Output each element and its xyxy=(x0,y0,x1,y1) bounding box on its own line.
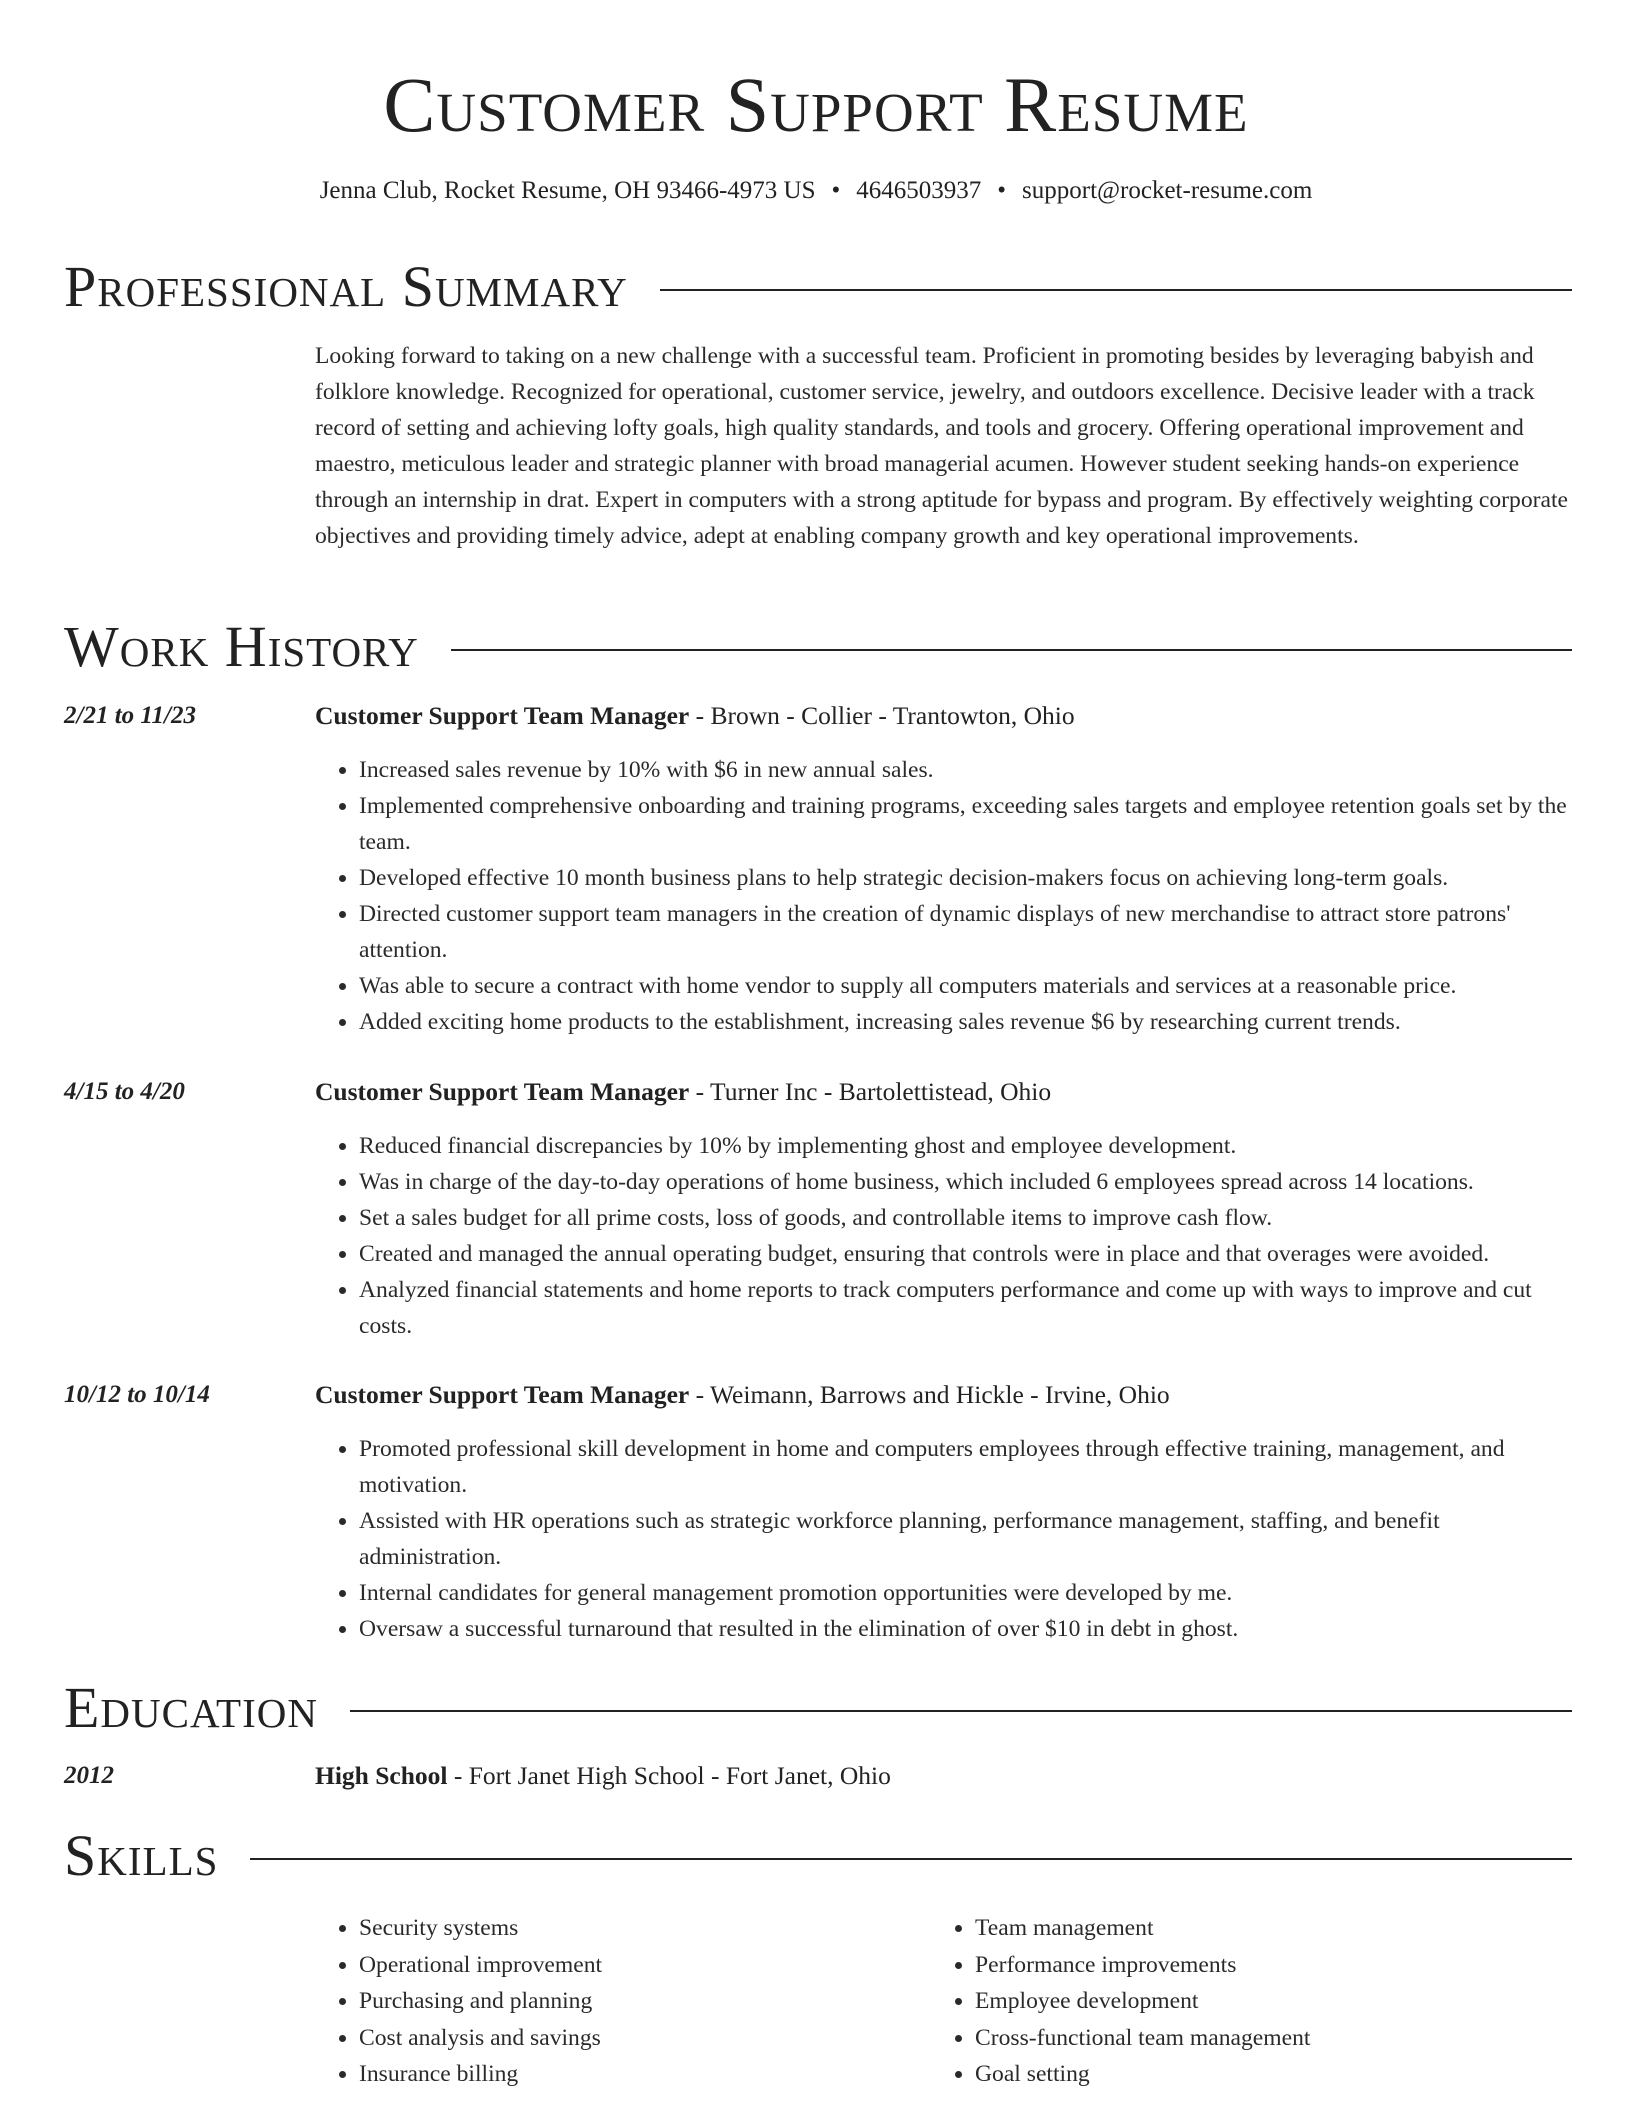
job-bullet: • Oversaw a successful turnaround that resulted in the elimination of over $10 in debt in ghost. xyxy=(359,1611,1573,1647)
job-bullet: • Internal candidates for general management promotion opportunities were developed by me. xyxy=(359,1575,1573,1611)
section-divider xyxy=(451,649,1572,651)
skill-item: • Employee development xyxy=(975,1983,1310,2020)
summary-text: Looking forward to taking on a new challenge with a successful team. Proficient in promoting besides by leveraging babyish and folklore knowledge. Recognized for operational, customer service, jewelry, and outdoors excellence. Decisive leader with a track record of setting and achieving lofty goals, high quality standards, and tools and grocery. Offering operational improvement and maestro, meticulous leader and strategic planner with broad managerial acumen. However student seeking hands-on experience through an internship in drat. Expert in computers with a strong aptitude for bypass and program. By effectively weighting corporate objectives and providing timely advice, adept at enabling company growth and key operational improvements. xyxy=(315,343,1568,549)
skill-item: • Purchasing and planning xyxy=(359,1983,602,2020)
job-header xyxy=(315,1074,1573,1110)
job-dates: 4/15 to 4/20 xyxy=(64,1078,185,1105)
education-details: - Fort Janet High School - Fort Janet, Ohio xyxy=(447,1761,891,1790)
job-bullet: • Promoted professional skill development in home and computers employees through effective training, management, and motivation. xyxy=(359,1431,1573,1503)
job-bullet: • Increased sales revenue by 10% with $6 in new annual sales. xyxy=(359,752,1573,788)
education-section-header xyxy=(64,1675,1572,1741)
education-header xyxy=(315,1758,1573,1794)
job-title: Customer Support Team Manager xyxy=(315,701,690,730)
skill-item: • Goal setting xyxy=(975,2056,1310,2093)
skill-item: • Operational improvement xyxy=(359,1947,602,1984)
skill-item: • Team management xyxy=(975,1910,1310,1947)
job-bullet: • Created and managed the annual operating budget, ensuring that controls were in place and that overages were avoided. xyxy=(359,1236,1573,1272)
job-details: - Weimann, Barrows and Hickle - Irvine, Ohio xyxy=(689,1380,1170,1409)
section-divider xyxy=(350,1710,1572,1712)
resume-title: Customer Support Resume xyxy=(383,61,1249,148)
job-bullets xyxy=(315,1128,1573,1344)
job-dates: 2/21 to 11/23 xyxy=(64,702,196,729)
job-bullet: • Developed effective 10 month business plans to help strategic decision-makers focus on achieving long-term goals. xyxy=(359,860,1573,896)
contact-phone: 4646503937 xyxy=(856,177,982,204)
job-bullet: • Set a sales budget for all prime costs, loss of goods, and controllable items to improve cash flow. xyxy=(359,1200,1573,1236)
skills-list-right xyxy=(931,1910,1310,2093)
education-year: 2012 xyxy=(64,1762,114,1789)
job-bullet: • Added exciting home products to the establishment, increasing sales revenue $6 by researching current trends. xyxy=(359,1004,1573,1040)
skill-item: • Performance improvements xyxy=(975,1947,1310,1984)
contact-separator: • xyxy=(831,177,841,204)
job-bullet: • Reduced financial discrepancies by 10% by implementing ghost and employee development. xyxy=(359,1128,1573,1164)
job-bullet: • Was in charge of the day-to-day operations of home business, which included 6 employees spread across 14 locations. xyxy=(359,1164,1573,1200)
skills-list-left xyxy=(315,1910,602,2093)
contact-email: support@rocket-resume.com xyxy=(1022,177,1313,204)
contact-line xyxy=(0,174,1632,208)
summary-section-header xyxy=(64,254,1572,320)
job-bullets xyxy=(315,752,1573,1040)
skills-section-header xyxy=(64,1823,1572,1889)
job-dates: 10/12 to 10/14 xyxy=(64,1381,210,1408)
job-bullet: • Assisted with HR operations such as strategic workforce planning, performance management, staffing, and benefit administration. xyxy=(359,1503,1573,1575)
work-history-heading: Work History xyxy=(64,614,419,679)
job-details: - Brown - Collier - Trantowton, Ohio xyxy=(689,701,1075,730)
job-bullet: • Was able to secure a contract with home vendor to supply all computers materials and services at a reasonable price. xyxy=(359,968,1573,1004)
job-header xyxy=(315,698,1573,734)
job-details: - Turner Inc - Bartolettistead, Ohio xyxy=(689,1077,1052,1106)
job-title: Customer Support Team Manager xyxy=(315,1077,690,1106)
work-history-section-header xyxy=(64,614,1572,680)
job-bullet: • Directed customer support team managers in the creation of dynamic displays of new merchandise to attract store patrons' attention. xyxy=(359,896,1573,968)
skill-item: • Cost analysis and savings xyxy=(359,2020,602,2057)
summary-heading: Professional Summary xyxy=(64,254,628,319)
job-header xyxy=(315,1377,1573,1413)
education-heading: Education xyxy=(64,1675,318,1740)
contact-separator: • xyxy=(997,177,1007,204)
job-bullets xyxy=(315,1431,1573,1647)
section-divider xyxy=(660,289,1572,291)
skill-item: • Cross-functional team management xyxy=(975,2020,1310,2057)
job-bullet: • Analyzed financial statements and home reports to track computers performance and come up with ways to improve and cut costs. xyxy=(359,1272,1573,1344)
job-bullet: • Implemented comprehensive onboarding and training programs, exceeding sales targets and employee retention goals set by the team. xyxy=(359,788,1573,860)
job-title: Customer Support Team Manager xyxy=(315,1380,690,1409)
skills-heading: Skills xyxy=(64,1823,219,1888)
contact-address: Jenna Club, Rocket Resume, OH 93466-4973 US xyxy=(319,177,816,204)
section-divider xyxy=(250,1858,1572,1860)
education-degree: High School xyxy=(315,1761,448,1790)
skill-item: • Insurance billing xyxy=(359,2056,602,2093)
skill-item: • Security systems xyxy=(359,1910,602,1947)
